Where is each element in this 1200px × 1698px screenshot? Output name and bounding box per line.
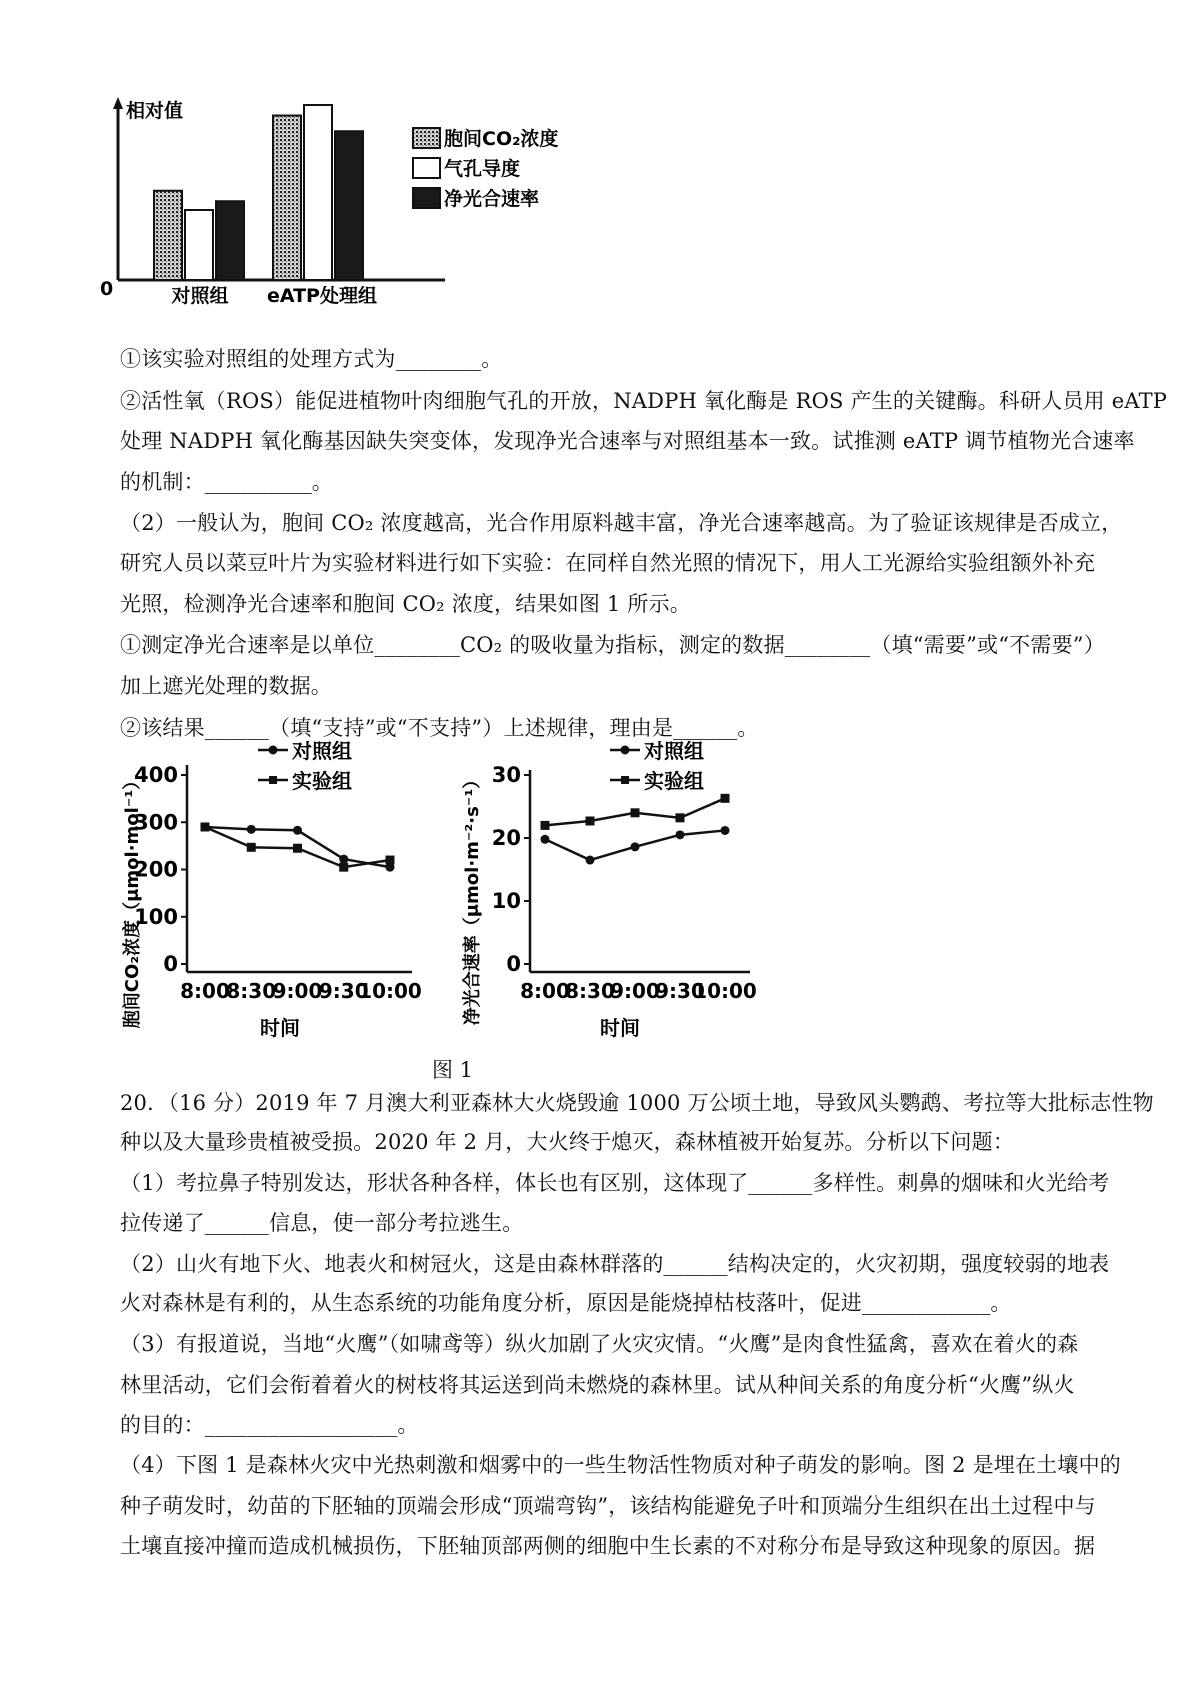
bar-category-label: 对照组 — [171, 285, 229, 307]
question-line: 光照，检测净光合速率和胞间 CO₂ 浓度，结果如图 1 所示。 — [120, 592, 691, 616]
bar-y-label: 相对值 — [126, 100, 184, 122]
bar — [185, 210, 213, 280]
q20-line: （4）下图 1 是森林火灾中光热刺激和烟雾中的一些生物活性物质对种子萌发的影响。图 2 是埋在土壤中的 — [120, 1453, 1121, 1477]
x-tick-label: 9:30 — [655, 979, 705, 1003]
ps-legend — [610, 739, 704, 793]
x-tick-label: 8:30 — [565, 979, 615, 1003]
ps-y-label: 净光合速率（μmol·m⁻²·s⁻¹） — [462, 770, 483, 1026]
co2-legend-label: 实验组 — [292, 769, 352, 793]
bar-legend — [413, 127, 558, 210]
y-tick-label: 20 — [491, 826, 521, 850]
bar-origin-label: 0 — [100, 278, 114, 300]
data-point — [541, 835, 550, 844]
x-tick-label: 10:00 — [358, 979, 422, 1003]
y-tick-label: 300 — [134, 810, 178, 835]
q20-line: 土壤直接冲撞而造成机械损伤，下胚轴顶部两侧的细胞中生长素的不对称分布是导致这种现象的原因。据 — [120, 1534, 1096, 1558]
y-tick-label: 200 — [134, 857, 178, 882]
question-line: ②该结果______（填“支持”或“不支持”）上述规律，理由是______。 — [120, 716, 759, 740]
data-point — [721, 826, 730, 835]
data-point — [631, 808, 640, 817]
q20-line: 20．（16 分）2019 年 7 月澳大利亚森林大火烧毁逾 1000 万公顷土地，导致风头鹦鹉、考拉等大批标志性物 — [120, 1091, 1154, 1115]
photosynthesis-line-chart — [460, 730, 780, 1050]
question-line: 的机制：__________。 — [120, 470, 333, 494]
y-tick-label: 0 — [506, 952, 521, 976]
data-point — [586, 816, 595, 825]
bar — [273, 116, 301, 281]
y-tick-label: 400 — [134, 763, 178, 787]
q20-line: 种以及大量珍贵植被受损。2020 年 2 月，大火终于熄灭，森林植被开始复苏。分析以下问题： — [120, 1130, 1015, 1154]
question-line: ②活性氧（ROS）能促进植物叶肉细胞气孔的开放，NADPH 氧化酶是 ROS 产生的关键酶。科研人员用 eATP — [120, 389, 1168, 413]
x-tick-label: 8:30 — [226, 979, 277, 1003]
x-tick-label: 8:00 — [520, 979, 570, 1003]
data-point — [339, 855, 348, 864]
q20-line: （1）考拉鼻子特别发达，形状各种各样，体长也有区别，这体现了______多样性。刺鼻的烟味和火光给考 — [120, 1171, 1110, 1195]
x-tick-label: 9:00 — [610, 979, 660, 1003]
data-point — [293, 844, 302, 853]
data-point — [721, 794, 730, 803]
question-line: 加上遮光处理的数据。 — [120, 674, 332, 698]
x-tick-label: 9:30 — [318, 979, 369, 1003]
bar — [335, 131, 363, 280]
x-tick-label: 9:00 — [272, 979, 323, 1003]
y-tick-label: 0 — [163, 952, 178, 976]
q20-line: 林里活动，它们会衔着着火的树枝将其运送到尚未燃烧的森林里。试从种间关系的角度分析“火鹰”纵火 — [120, 1373, 1075, 1397]
bar-category-label: eATP处理组 — [266, 285, 378, 307]
q20-line: 火对森林是有利的，从生态系统的功能角度分析，原因是能烧掉枯枝落叶，促进____________。 — [120, 1291, 1012, 1315]
bar-legend-label: 胞间CO₂浓度 — [444, 128, 559, 150]
bar-y-arrow — [113, 97, 123, 109]
q20-line: 的目的：__________________。 — [120, 1413, 419, 1437]
data-point — [201, 822, 210, 831]
question-line: ①该实验对照组的处理方式为________。 — [120, 347, 503, 371]
data-point — [541, 821, 550, 830]
y-tick-label: 10 — [491, 889, 521, 913]
q20-line: 种子萌发时，幼苗的下胚轴的顶端会形成“顶端弯钩”，该结构能避免子叶和顶端分生组织在出土过程中与 — [120, 1494, 1096, 1518]
bar-legend-label: 净光合速率 — [444, 188, 540, 210]
data-point — [631, 842, 640, 851]
q20-line: （2）山火有地下火、地表火和树冠火，这是由森林群落的______结构决定的，火灾初期，强度较弱的地表 — [120, 1252, 1110, 1276]
bar — [304, 105, 332, 280]
ps-legend-label: 对照组 — [644, 739, 704, 763]
data-point — [676, 813, 685, 822]
bar-legend-label: 气孔导度 — [444, 158, 521, 180]
q20-line: （3）有报道说，当地“火鹰”（如啸鸢等）纵火加剧了火灾灾情。“火鹰”是肉食性猛禽，喜欢在着火的森 — [120, 1332, 1079, 1356]
co2-legend — [258, 740, 352, 793]
co2-y-label: 胞间CO₂浓度（μmol·mol⁻¹） — [122, 771, 143, 1029]
x-tick-label: 10:00 — [693, 979, 757, 1003]
co2-legend-label: 对照组 — [292, 740, 352, 763]
data-point — [339, 863, 348, 872]
y-tick-label: 100 — [134, 904, 178, 929]
question-line: 处理 NADPH 氧化酶基因缺失突变体，发现净光合速率与对照组基本一致。试推测 eATP 调节植物光合速率 — [120, 429, 1135, 453]
question-line: ①测定净光合速率是以单位________CO₂ 的吸收量为指标，测定的数据________（填“需要”或“不需要”） — [120, 633, 1105, 657]
bar — [216, 201, 244, 280]
q20-line: 拉传递了______信息，使一部分考拉逃生。 — [120, 1211, 524, 1235]
data-point — [293, 826, 302, 835]
ps-legend-label: 实验组 — [644, 769, 704, 793]
x-tick-label: 8:00 — [180, 979, 230, 1003]
data-point — [247, 843, 256, 852]
co2-line-chart — [120, 740, 450, 1050]
y-tick-label: 30 — [491, 763, 521, 787]
ps-x-label: 时间 — [600, 1016, 640, 1040]
figure-caption: 图 1 — [432, 1058, 474, 1082]
data-point — [247, 825, 256, 834]
bar — [154, 191, 182, 280]
data-point — [586, 856, 595, 865]
data-point — [386, 856, 395, 865]
question-line: （2）一般认为，胞间 CO₂ 浓度越高，光合作用原料越丰富，净光合速率越高。为了验证该规律是否成立， — [120, 511, 1123, 535]
question-line: 研究人员以菜豆叶片为实验材料进行如下实验：在同样自然光照的情况下，用人工光源给实验组额外补充 — [120, 551, 1096, 575]
data-point — [676, 830, 685, 839]
co2-x-label: 时间 — [260, 1016, 300, 1040]
bar-chart — [100, 95, 600, 335]
